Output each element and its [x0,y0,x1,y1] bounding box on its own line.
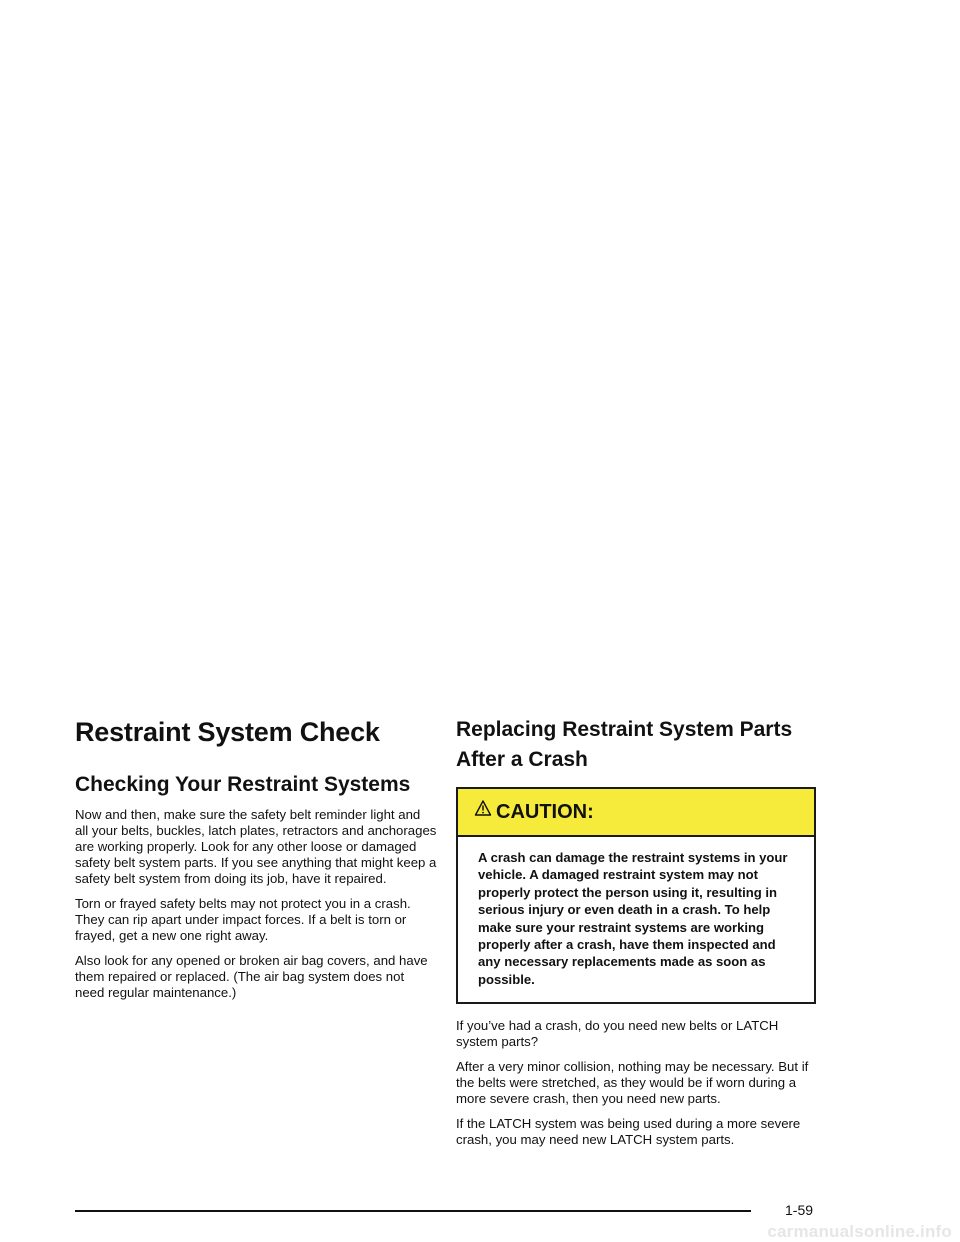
replacing-parts-title [456,715,816,775]
left-column [75,712,437,1010]
paragraph-minor-collision: After a very minor collision, nothing may be necessary. But if the belts were stretched, as they would be if worn during a more severe crash, then you need new parts. [456,1059,809,1107]
warning-triangle-icon [474,799,492,819]
replacing-parts-title-line1: Replacing Restraint System Parts [456,718,793,741]
paragraph-need-new-belts: If you’ve had a crash, do you need new belts or LATCH system parts? [456,1018,779,1050]
footer-rule [75,1210,751,1212]
paragraph-check-belts: Now and then, make sure the safety belt reminder light and all your belts, buckles, latch plates, retractors and anchorages are working properly. Look for any other loose or damaged safety belt system parts. If you see anything that might keep a safety belt system from doing its job, have it repaired. [75,807,437,886]
caution-text: A crash can damage the restraint systems in your vehicle. A damaged restraint system may not properly protect the person using it, resulting in serious injury or even death in a crash. To help make sure your restraint systems are working properly after a crash, have them inspected and any necessary replacements made as soon as possible. [478,850,788,987]
caution-body [458,837,814,1002]
paragraph-torn-belts: Torn or frayed safety belts may not protect you in a crash. They can rip apart under impact forces. If a belt is torn or frayed, get a new one right away. [75,896,411,943]
paragraph-air-bag-covers: Also look for any opened or broken air bag covers, and have them repaired or replaced. (The air bag system does not need regular maintenance.) [75,953,428,1000]
replacing-parts-title-line2: After a Crash [456,748,588,771]
watermark-text: carmanualsonline.info [767,1222,952,1241]
section-title: Restraint System Check [75,717,380,747]
paragraph-latch-system: If the LATCH system was being used during a more severe crash, you may need new LATCH system parts. [456,1116,801,1148]
subsection-title: Checking Your Restraint Systems [75,773,411,796]
right-column [456,712,816,1157]
caution-label: CAUTION: [496,800,594,823]
caution-header [458,789,814,837]
page-number: 1-59 [785,1202,814,1218]
caution-box [456,787,816,1004]
